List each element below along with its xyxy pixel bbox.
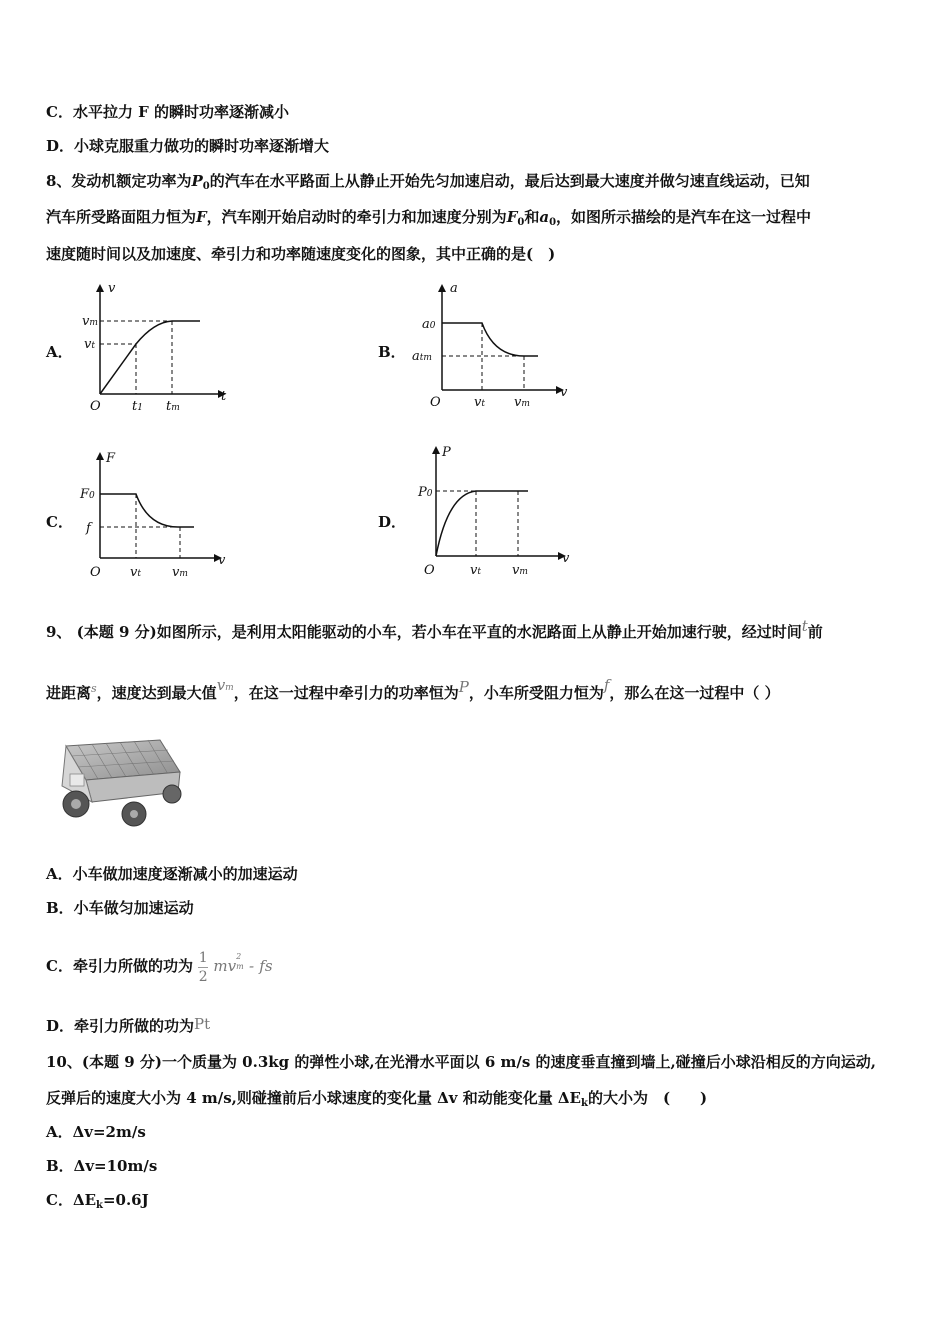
graph-c-f-label: f bbox=[86, 521, 91, 536]
graph-a-vt-label: vt bbox=[84, 337, 95, 352]
graph-c-vt-label: vt bbox=[130, 565, 141, 580]
q10-line-2: 反弹后的速度大小为 4 m/s,则碰撞前后小球速度的变化量 Δv 和动能变化量 $\Delta E_k$的大小为 ( ) bbox=[46, 1089, 708, 1109]
graph-a-vm-label: vm bbox=[82, 314, 98, 329]
graph-d-p0-label: P0 bbox=[418, 485, 433, 500]
q9-option-b: B．小车做匀加速运动 bbox=[46, 899, 194, 917]
graph-d-y-label: P bbox=[442, 445, 451, 460]
q8-label-d: D． bbox=[378, 513, 407, 531]
graph-b-vm-label: vm bbox=[514, 395, 530, 410]
q8-line-3: 速度随时间以及加速度、牵引力和功率随速度变化的图象，其中正确的是( ) bbox=[46, 245, 556, 263]
q9-option-a: A．小车做加速度逐渐减小的加速运动 bbox=[46, 865, 298, 883]
graph-c-vm-label: vm bbox=[172, 565, 188, 580]
q10-line-1: 10、(本题 9 分)一个质量为 0.3kg 的弹性小球,在光滑水平面以 6 m/s 的速度垂直撞到墙上,碰撞后小球沿相反的方向运动, bbox=[46, 1053, 876, 1071]
q9-line-2: 进距离$^s$，速度达到最大值vm，在这一过程中牵引力的功率恒为P，小车所受阻力恒为f，那么在这一过程中（ ） bbox=[46, 676, 780, 702]
q9-line-1: 9、 (本题 9 分)如图所示，是利用太阳能驱动的小车，若小车在平直的水泥路面上从静止开始加速行驶，经过时间t前 bbox=[46, 617, 823, 641]
graph-a-y-label: v bbox=[108, 281, 116, 296]
fraction-one-half: $\frac{1}{2}$ bbox=[198, 949, 208, 985]
graph-d-y-arrow bbox=[432, 446, 440, 454]
graph-b-x-label: v bbox=[560, 385, 568, 400]
q7-option-c: C．水平拉力 F 的瞬时功率逐渐减小 bbox=[46, 103, 290, 121]
q8-label-b: B． bbox=[378, 343, 406, 361]
graph-c-f0-label: F0 bbox=[80, 487, 95, 502]
graph-c-curve bbox=[100, 494, 194, 527]
graph-a-origin: O bbox=[90, 399, 101, 414]
graph-d-x-label: v bbox=[562, 551, 570, 566]
front-hub bbox=[71, 799, 81, 809]
graph-b-acceleration-velocity bbox=[408, 280, 578, 420]
graph-c-y-arrow bbox=[96, 452, 104, 460]
graph-a-velocity-time bbox=[78, 280, 238, 420]
graph-b-y-label: a bbox=[450, 281, 458, 296]
graph-b-a0-label: a0 bbox=[422, 317, 436, 332]
graph-a-tm-label: tm bbox=[166, 399, 180, 414]
graph-a-t1-label: t1 bbox=[132, 399, 143, 414]
car-window bbox=[70, 774, 84, 786]
graph-c-force-velocity bbox=[78, 448, 238, 588]
graph-b-atm-label: atm bbox=[412, 349, 432, 364]
graph-b-y-arrow bbox=[438, 284, 446, 292]
graph-a-x-label: t bbox=[221, 389, 227, 404]
graph-b-curve bbox=[442, 323, 538, 356]
q8-line-1: 8、发动机额定功率为$P_0$的汽车在水平路面上从静止开始先匀加速启动，最后达到最大速度并做匀速直线运动，已知 bbox=[46, 172, 810, 192]
graph-c-y-label: F bbox=[106, 451, 116, 466]
q9-option-d: D．牵引力所做的功为Pt bbox=[46, 1015, 211, 1035]
graph-c-origin: O bbox=[90, 565, 101, 580]
q10-option-c: C．$\Delta E_k=0.6J$ bbox=[46, 1191, 149, 1211]
graph-d-vt-label: vt bbox=[470, 563, 481, 578]
graph-d-vm-label: vm bbox=[512, 563, 528, 578]
q8-label-a: A． bbox=[46, 343, 73, 361]
q9-option-c: C．牵引力所做的功为 $\frac{1}{2}$ mv 2 m - fs bbox=[46, 949, 273, 985]
graph-b-origin: O bbox=[430, 395, 441, 410]
solar-car-image bbox=[48, 736, 188, 834]
graph-b-vt-label: vt bbox=[474, 395, 485, 410]
graph-a-y-arrow bbox=[96, 284, 104, 292]
graph-a-curve bbox=[136, 321, 200, 344]
graph-d-power-velocity bbox=[408, 442, 578, 588]
q10-option-b: B．Δv=10m/s bbox=[46, 1157, 158, 1175]
q8-line-2: 汽车所受路面阻力恒为F，汽车刚开始启动时的牵引力和加速度分别为$F_0$和$a_0$，如图所示描绘的是汽车在这一过程中 bbox=[46, 208, 812, 228]
graph-d-curve bbox=[436, 491, 528, 556]
q10-option-a: A．Δv=2m/s bbox=[46, 1123, 146, 1141]
q8-label-c: C． bbox=[46, 513, 73, 531]
rear-hub bbox=[130, 810, 138, 818]
q7-option-d: D．小球克服重力做功的瞬时功率逐渐增大 bbox=[46, 137, 330, 155]
graph-c-x-label: v bbox=[218, 553, 226, 568]
graph-a-linear-segment bbox=[100, 344, 136, 394]
graph-d-origin: O bbox=[424, 563, 435, 578]
side-wheel bbox=[163, 785, 181, 803]
